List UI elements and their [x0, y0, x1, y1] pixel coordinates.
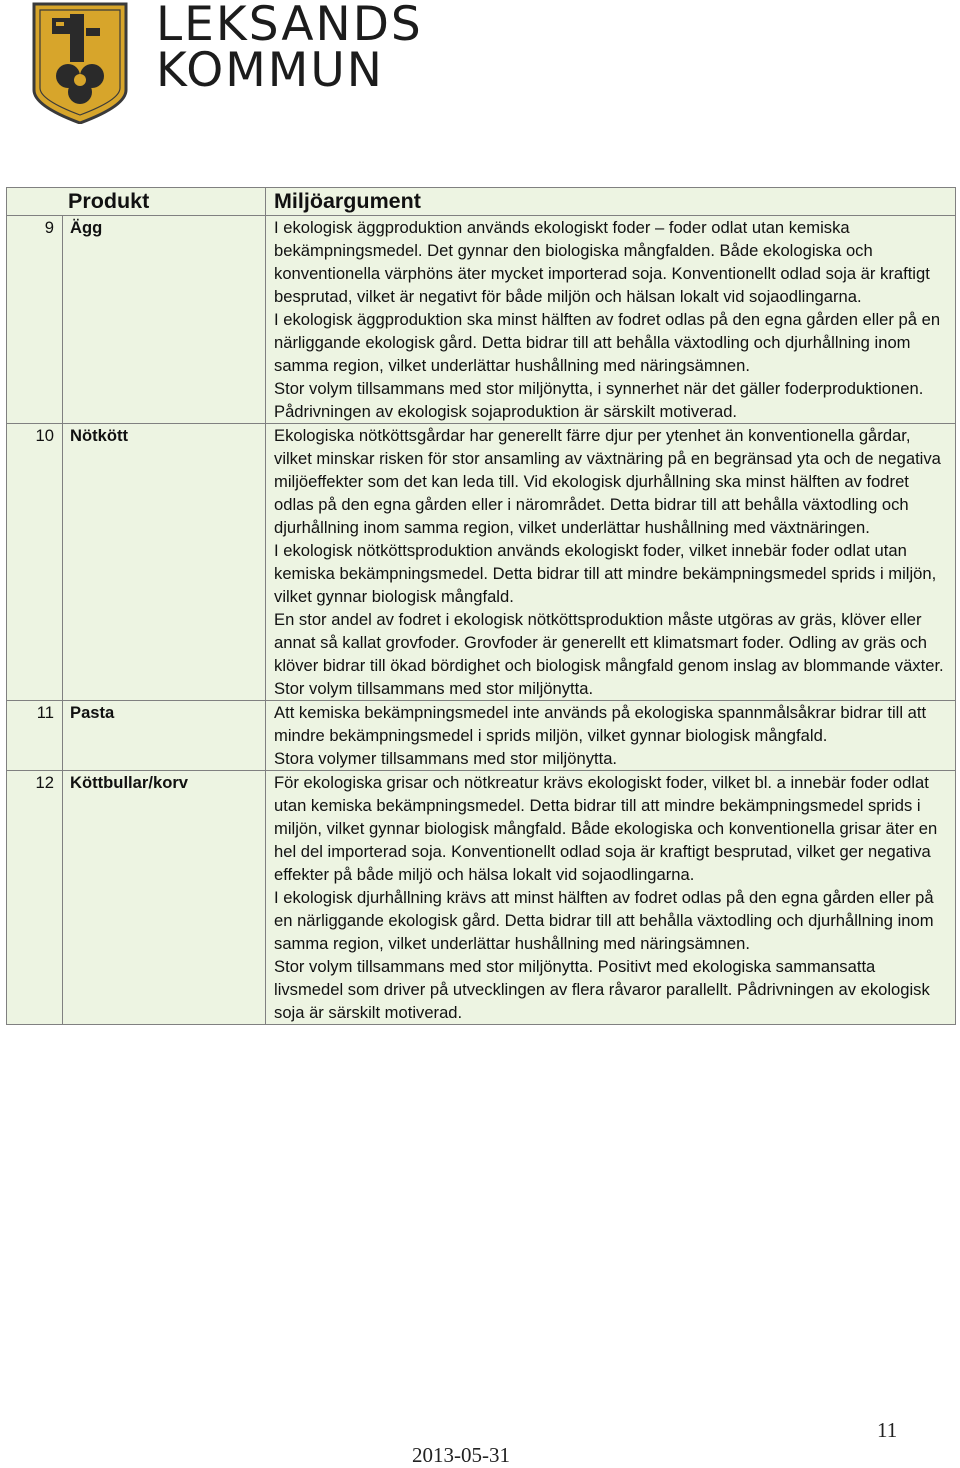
row-product: Ägg — [63, 216, 266, 424]
column-header-product: Produkt — [7, 188, 266, 216]
row-product: Nötkött — [63, 424, 266, 701]
table-row — [7, 701, 956, 771]
environment-argument-table — [6, 187, 956, 1025]
row-argument: I ekologisk äggproduktion används ekologiskt foder – foder odlat utan kemiska bekämpningsmedel. Det gynnar den biologiska mångfalden. Både ekologiska och konventionella värphöns äter mycket importerad soja. Konventionellt odlad soja är kraftigt besprutad, vilket är negativt för både miljön och hälsan lokalt vid sojaodlingarna. I ekologisk äggproduktion ska minst hälften av fodret odlas på den egna gården eller på en närliggande ekologisk gård. Detta bidrar till att behålla växtodling och djurhållning inom samma region, vilket underlättar hushållning med näringsämnen. Stor volym tillsammans med stor miljönytta, i synnerhet när det gäller foderproduktionen. Pådrivningen av ekologisk sojaproduktion är särskilt motiverad. — [266, 216, 956, 424]
table-row — [7, 771, 956, 1025]
row-number: 11 — [7, 701, 63, 771]
org-name-line1: LEKSANDS — [156, 0, 423, 52]
org-name-line2: KOMMUN — [156, 43, 384, 98]
row-number: 10 — [7, 424, 63, 701]
column-header-argument: Miljöargument — [266, 188, 956, 216]
row-argument: Att kemiska bekämpningsmedel inte används på ekologiska spannmålsåkrar bidrar till att mindre bekämpningsmedel i sprids miljön, vilket gynnar biologisk mångfald. Stora volymer tillsammans med stor miljönytta. — [266, 701, 956, 771]
row-product: Pasta — [63, 701, 266, 771]
footer-date: 2013-05-31 — [412, 1443, 510, 1467]
leksand-kommun-logo — [30, 2, 450, 127]
row-argument: Ekologiska nötköttsgårdar har generellt färre djur per ytenhet än konventionella gårdar, vilket minskar risken för stor ansamling av växtnäring på en begränsad yta och de negativa miljöeffekter som det kan leda till. Vid ekologisk djurhållning ska minst hälften av fodret odlas på den egna gården eller i närområdet. Detta bidrar till att behålla växtodling och djurhållning inom samma region, vilket underlättar hushållning med växtnäringen. I ekologisk nötköttsproduktion används ekologiskt foder, vilket innebär foder odlat utan kemiska bekämpningsmedel. Detta bidrar till att mindre bekämpningsmedel sprids i miljön, vilket gynnar biologisk mångfald. En stor andel av fodret i ekologisk nötköttsproduktion måste utgöras av gräs, klöver eller annat så kallat grovfoder. Grovfoder är generellt ett klimatsmart foder. Odling av gräs och klöver bidrar till ökad bördighet och biologisk mångfald genom inslag av blommande växter. Stor volym tillsammans med stor miljönytta. — [266, 424, 956, 701]
org-name — [156, 0, 423, 98]
row-number: 9 — [7, 216, 63, 424]
row-number: 12 — [7, 771, 63, 1025]
table-row — [7, 424, 956, 701]
table-row — [7, 216, 956, 424]
table-header-row — [7, 188, 956, 216]
page-number: 11 — [877, 1418, 898, 1442]
row-product: Köttbullar/korv — [63, 771, 266, 1025]
row-argument: För ekologiska grisar och nötkreatur krävs ekologiskt foder, vilket bl. a innebär foder odlat utan kemiska bekämpningsmedel. Detta bidrar till att mindre bekämpningsmedel sprids i miljön, vilket gynnar biologisk mångfald. Både ekologiska och konventionella grisar äter en hel del importerad soja. Konventionellt odlad soja är kraftigt besprutad, vilket ger negativa effekter på både miljö och hälsa lokalt vid sojaodlingarna. I ekologisk djurhållning krävs att minst hälften av fodret odlas på den egna gården eller på en närliggande ekologisk gård. Detta bidrar till att behålla växtodling och djurhållning inom samma region, vilket underlättar hushållning med näringsämnen. Stor volym tillsammans med stor miljönytta. Positivt med ekologiska sammansatta livsmedel som driver på utvecklingen av flera råvaror parallellt. Pådrivningen av ekologisk soja är särskilt motiverad. — [266, 771, 956, 1025]
coat-of-arms-icon — [30, 2, 130, 124]
